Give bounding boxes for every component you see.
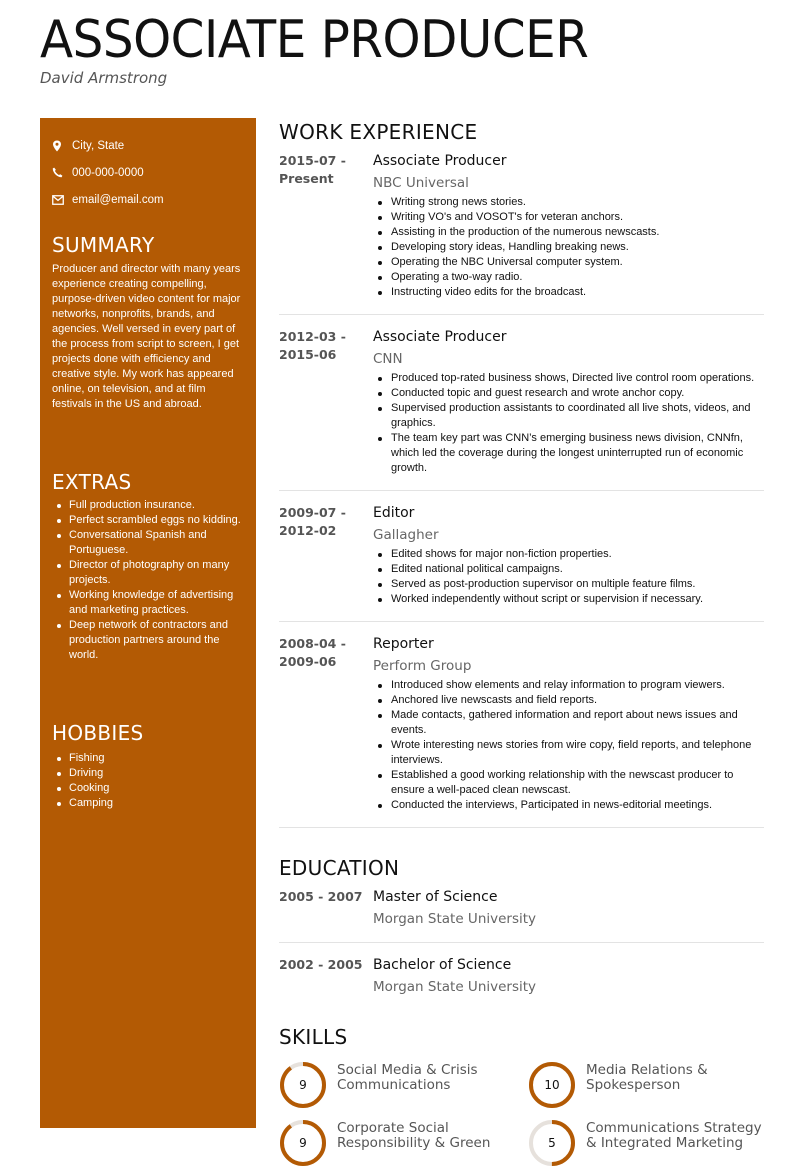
summary-text: Producer and director with many years experience creating compelling, purpose-driven video content for major networks, nonprofits, brands, and agencies. Well versed in every part of the process from script to screen, I get projects done with efficiency and creative style. My work has appeared online, on television, and at film festivals in the US and abroad. <box>52 263 241 410</box>
skill-item <box>528 1061 764 1109</box>
education-dates: 2002 - 2005 <box>279 957 363 972</box>
list-item: Served as post-production supervisor on multiple feature films. <box>373 577 764 592</box>
list-item: Edited national political campaigns. <box>373 562 764 577</box>
list-item: Instructing video edits for the broadcast. <box>373 285 764 300</box>
job-details <box>373 152 764 300</box>
job-role: Associate Producer <box>373 153 507 169</box>
list-item: Deep network of contractors and production partners around the world. <box>52 618 244 663</box>
education-dates: 2005 - 2007 <box>279 889 363 904</box>
job-title: ASSOCIATE PRODUCER <box>40 10 589 70</box>
job-date-start: 2008-04 - <box>279 636 346 651</box>
job-employer: Gallagher <box>373 527 439 543</box>
hobbies-list <box>52 751 244 811</box>
list-item: Developing story ideas, Handling breaking news. <box>373 240 764 255</box>
job-duties <box>373 678 764 813</box>
education-details <box>373 888 764 928</box>
list-item: Fishing <box>52 751 244 766</box>
list-item: Working knowledge of advertising and marketing practices. <box>52 588 244 618</box>
job-employer: Perform Group <box>373 658 472 674</box>
job-details <box>373 504 764 607</box>
school: Morgan State University <box>373 911 537 927</box>
list-item: Operating a two-way radio. <box>373 270 764 285</box>
location-pin-icon <box>52 140 70 152</box>
contact-email <box>52 186 244 213</box>
education-entry <box>279 956 764 1010</box>
skill-label: Corporate Social Responsibility & Green <box>337 1120 491 1151</box>
job-dates <box>279 504 373 607</box>
skill-label: Social Media & Crisis Communications <box>337 1062 478 1093</box>
list-item: Conducted the interviews, Participated in news-editorial meetings. <box>373 798 764 813</box>
list-item: Worked independently without script or supervision if necessary. <box>373 592 764 607</box>
phone-icon <box>52 167 70 178</box>
job-details <box>373 328 764 476</box>
skill-label: Communications Strategy & Integrated Marketing <box>586 1120 762 1151</box>
job-dates <box>279 152 373 300</box>
email-text[interactable]: email@email.com <box>72 193 164 206</box>
list-item: Camping <box>52 796 244 811</box>
skill-score: 5 <box>548 1136 556 1150</box>
list-item: Director of photography on many projects. <box>52 558 244 588</box>
list-item: Cooking <box>52 781 244 796</box>
skill-score: 9 <box>299 1136 307 1150</box>
contact-location <box>52 132 244 159</box>
job-entry <box>279 152 764 315</box>
job-dates <box>279 328 373 476</box>
hobbies-heading: HOBBIES <box>52 721 144 745</box>
job-entry <box>279 504 764 622</box>
list-item: Conversational Spanish and Portuguese. <box>52 528 244 558</box>
education-details <box>373 956 764 996</box>
job-role: Associate Producer <box>373 329 507 345</box>
list-item: Anchored live newscasts and field reports. <box>373 693 764 708</box>
job-role: Editor <box>373 505 415 521</box>
work-experience-heading: WORK EXPERIENCE <box>279 120 478 144</box>
job-date-start: 2015-07 - <box>279 153 346 168</box>
job-date-end: Present <box>279 171 334 186</box>
skill-score: 10 <box>544 1078 560 1092</box>
skill-rating-ring <box>279 1119 327 1167</box>
list-item: Made contacts, gathered information and report about news issues and events. <box>373 708 764 738</box>
skill-rating-ring <box>528 1061 576 1109</box>
extras-list <box>52 498 244 663</box>
job-role: Reporter <box>373 636 434 652</box>
job-entry <box>279 635 764 828</box>
list-item: Introduced show elements and relay information to program viewers. <box>373 678 764 693</box>
degree: Bachelor of Science <box>373 957 512 973</box>
list-item: Driving <box>52 766 244 781</box>
list-item: Wrote interesting news stories from wire copy, field reports, and telephone interviews. <box>373 738 764 768</box>
contact-phone <box>52 159 244 186</box>
list-item: Full production insurance. <box>52 498 244 513</box>
list-item: Established a good working relationship with the newscast producer to ensure a well-paced clean newscast. <box>373 768 764 798</box>
skill-rating-ring <box>528 1119 576 1167</box>
list-item: Writing strong news stories. <box>373 195 764 210</box>
job-details <box>373 635 764 813</box>
list-item: Edited shows for major non-fiction properties. <box>373 547 764 562</box>
job-date-start: 2009-07 - <box>279 505 346 520</box>
sidebar <box>40 118 256 1128</box>
summary-heading: SUMMARY <box>52 233 155 257</box>
job-entry <box>279 328 764 491</box>
job-duties <box>373 371 764 476</box>
extras-heading: EXTRAS <box>52 470 132 494</box>
skill-item <box>279 1119 528 1167</box>
location-text: City, State <box>72 139 125 152</box>
skill-label: Media Relations & Spokesperson <box>586 1062 708 1093</box>
list-item: Produced top-rated business shows, Directed live control room operations. <box>373 371 764 386</box>
skill-item <box>279 1061 528 1109</box>
job-dates <box>279 635 373 813</box>
main-content <box>279 118 764 1167</box>
list-item: Operating the NBC Universal computer system. <box>373 255 764 270</box>
education-entry <box>279 888 764 943</box>
list-item: Writing VO's and VOSOT's for veteran anchors. <box>373 210 764 225</box>
list-item: Conducted topic and guest research and wrote anchor copy. <box>373 386 764 401</box>
job-date-end: 2009-06 <box>279 654 337 669</box>
skills-heading: SKILLS <box>279 1025 348 1049</box>
phone-text: 000-000-0000 <box>72 166 144 179</box>
list-item: Assisting in the production of the numerous newscasts. <box>373 225 764 240</box>
degree: Master of Science <box>373 889 498 905</box>
envelope-icon <box>52 195 70 205</box>
list-item: Perfect scrambled eggs no kidding. <box>52 513 244 528</box>
job-date-start: 2012-03 - <box>279 329 346 344</box>
skills-grid <box>279 1061 764 1167</box>
education-heading: EDUCATION <box>279 856 400 880</box>
candidate-name: David Armstrong <box>40 69 168 87</box>
skill-item <box>528 1119 764 1167</box>
job-employer: CNN <box>373 351 403 367</box>
list-item: The team key part was CNN’s emerging business news division, CNNfn, which led the coverage during the longest uninterrupted run of economic growth. <box>373 431 764 476</box>
job-employer: NBC Universal <box>373 175 469 191</box>
job-duties <box>373 195 764 300</box>
skill-score: 9 <box>299 1078 307 1092</box>
job-date-end: 2015-06 <box>279 347 337 362</box>
resume-header <box>40 8 760 87</box>
skill-rating-ring <box>279 1061 327 1109</box>
job-duties <box>373 547 764 607</box>
list-item: Supervised production assistants to coordinated all live shots, videos, and graphics. <box>373 401 764 431</box>
school: Morgan State University <box>373 979 537 995</box>
job-date-end: 2012-02 <box>279 523 337 538</box>
